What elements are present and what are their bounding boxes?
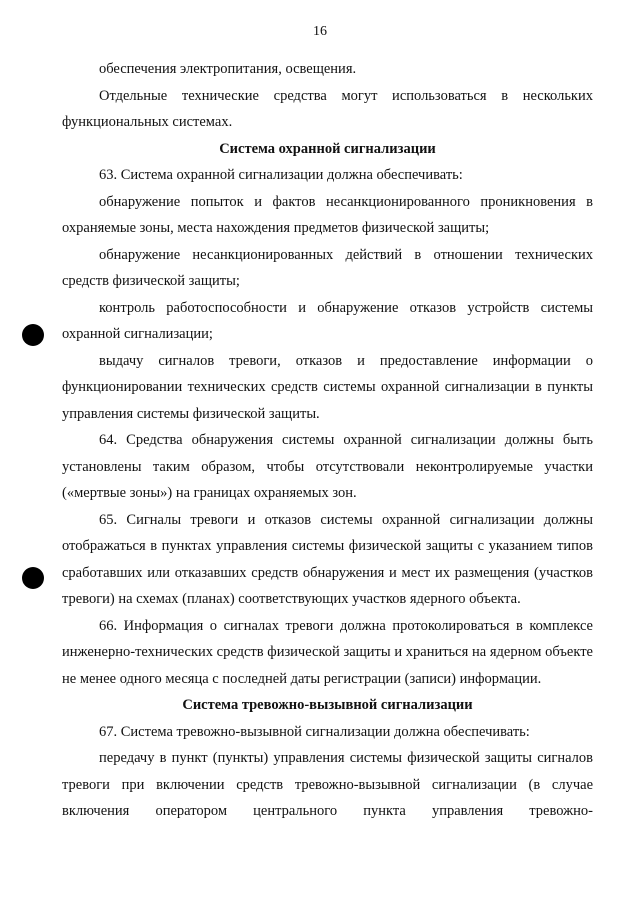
paragraph-63: 63. Система охранной сигнализации должна обеспечивать:: [99, 167, 463, 183]
paragraph-67: 67. Система тревожно-вызывной сигнализации должна обеспечивать:: [99, 723, 530, 740]
paragraph-63-item-1: обнаружение попыток и фактов несанкционированного проникновения в охраняемые зоны, места нахождения предметов физической защиты;: [62, 193, 593, 236]
heading-panic-alarm: Система тревожно-вызывной сигнализации: [182, 697, 473, 713]
page-number: 16: [313, 24, 327, 39]
binder-hole-mark: [22, 324, 44, 346]
paragraph-continuation: обеспечения электропитания, освещения.: [99, 61, 357, 77]
paragraph-63-item-3: контроль работоспособности и обнаружение отказов устройств системы охранной сигнализации;: [62, 299, 593, 342]
paragraph-separate-tech: Отдельные технические средства могут использоваться в нескольких функциональных системах.: [62, 87, 593, 130]
paragraph-65: 65. Сигналы тревоги и отказов системы охранной сигнализации должны отображаться в пунктах управления системы физической защиты с указанием типов сработавших или отказавших средств обнаружения и мест их размещения (участков тревоги) на схемах (планах) соответствующих участков ядерного объекта.: [62, 511, 593, 607]
binder-hole-mark: [22, 567, 44, 589]
heading-security-alarm: Система охранной сигнализации: [219, 140, 436, 157]
paragraph-63-item-4: выдачу сигналов тревоги, отказов и предоставление информации о функционировании технических средств системы охранной сигнализации в пункты управления системы физической защиты.: [62, 352, 593, 422]
document-body: [62, 56, 593, 825]
paragraph-64: 64. Средства обнаружения системы охранной сигнализации должны быть установлены таким образом, чтобы отсутствовали неконтролируемые участки («мертвые зоны») на границах охраняемых зон.: [62, 432, 593, 501]
paragraph-66: 66. Информация о сигналах тревоги должна протоколироваться в комплексе инженерно-технических средств физической защиты и храниться на ядерном объекте не менее одного месяца с последней даты регистрации (записи) информации.: [62, 617, 593, 687]
paragraph-63-item-2: обнаружение несанкционированных действий в отношении технических средств физической защиты;: [62, 246, 593, 289]
paragraph-67-item-1: передачу в пункт (пункты) управления системы физической защиты сигналов тревоги при включении средств тревожно-вызывной сигнализации (в случае включения оператором центрального пункта управления тревожно-: [62, 750, 593, 819]
